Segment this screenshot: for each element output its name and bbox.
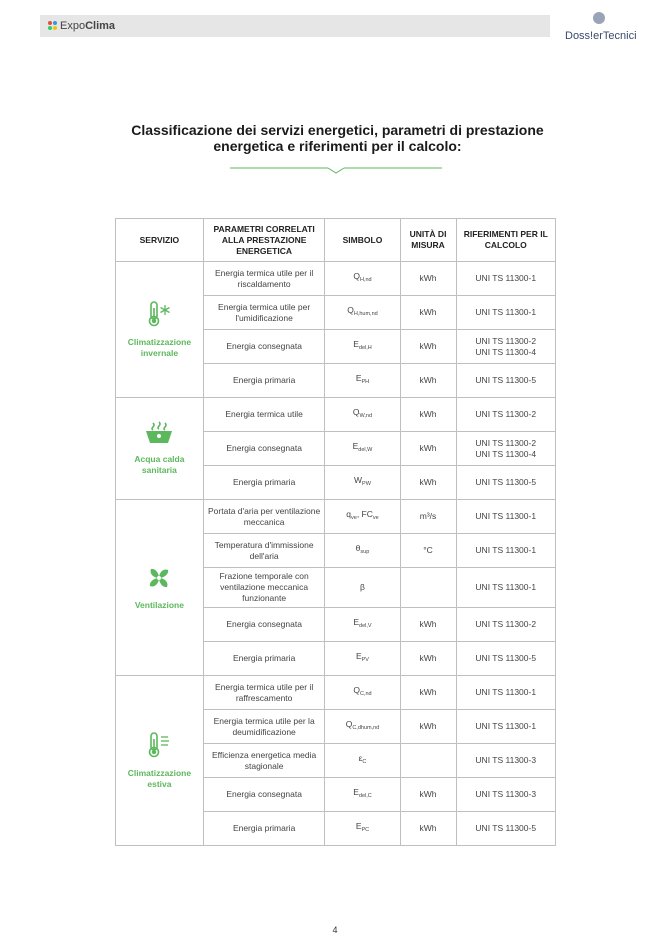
reference-line: UNI TS 11300-1 xyxy=(475,721,537,731)
reference-line: UNI TS 11300-3 xyxy=(475,755,537,765)
reference-line: UNI TS 11300-2 xyxy=(475,409,537,419)
symbol-main: W xyxy=(354,475,363,485)
symbol-subscript: C,dhum,nd xyxy=(352,725,380,731)
col-header-parametri: PARAMETRI CORRELATI ALLA PRESTAZIONE ENERGETICA xyxy=(203,219,325,262)
symbol-cell xyxy=(325,432,400,466)
parameter-cell: Portata d'aria per ventilazione meccanica xyxy=(203,500,325,534)
parameter-cell: Energia consegnata xyxy=(203,608,325,642)
col-header-riferimenti: RIFERIMENTI PER IL CALCOLO xyxy=(456,219,556,262)
reference-line: UNI TS 11300-2 xyxy=(475,619,537,629)
symbol-main: Q xyxy=(353,685,360,695)
unit-cell xyxy=(400,744,456,778)
unit-cell: kWh xyxy=(400,466,456,500)
symbol-subscript: PC xyxy=(361,827,370,833)
reference-cell xyxy=(456,744,556,778)
service-cell xyxy=(116,676,204,846)
reference-line-2: UNI TS 11300-4 xyxy=(475,448,537,459)
dossier-logo-text: Doss!erTecnici xyxy=(565,30,637,42)
parameter-cell: Energia termica utile xyxy=(203,398,325,432)
symbol-subscript: W,nd xyxy=(359,413,373,419)
symbol-subscript: sup xyxy=(360,549,370,555)
symbol-main: E xyxy=(353,617,360,627)
parameter-cell: Efficienza energetica media stagionale xyxy=(203,744,325,778)
symbol-cell xyxy=(325,534,400,568)
unit-cell: m³/s xyxy=(400,500,456,534)
symbol-subscript: del,C xyxy=(358,793,372,799)
symbol-main: E xyxy=(355,373,362,383)
symbol-cell xyxy=(325,744,400,778)
service-cell xyxy=(116,262,204,398)
reference-line: UNI TS 11300-1 xyxy=(475,687,537,697)
reference-line: UNI TS 11300-1 xyxy=(475,307,537,317)
reference-cell xyxy=(456,568,556,608)
unit-cell: kWh xyxy=(400,296,456,330)
symbol-main: E xyxy=(355,821,362,831)
page-title: Classificazione dei servizi energetici, parametri di prestazione energetica e riferimenti per il calcolo: xyxy=(131,122,544,154)
thermometer-snowflake-icon xyxy=(119,300,200,331)
page-number: 4 xyxy=(332,925,338,935)
service-cell xyxy=(116,398,204,500)
reference-line: UNI TS 11300-2 xyxy=(475,335,537,346)
hot-water-basin-icon xyxy=(119,421,200,448)
symbol-cell xyxy=(325,364,400,398)
service-name: Ventilazione xyxy=(134,599,184,610)
reference-cell xyxy=(456,432,556,466)
reference-line: UNI TS 11300-5 xyxy=(475,375,537,385)
symbol-cell xyxy=(325,568,400,608)
symbol-cell xyxy=(325,398,400,432)
energy-services-table xyxy=(115,218,556,846)
parameter-cell: Energia termica utile per il raffrescamento xyxy=(203,676,325,710)
globe-icon xyxy=(593,12,605,24)
col-header-unita: UNITÀ DI MISURA xyxy=(400,219,456,262)
symbol-main: q xyxy=(346,509,351,519)
reference-cell xyxy=(456,398,556,432)
reference-cell xyxy=(456,296,556,330)
parameter-cell: Energia primaria xyxy=(203,812,325,846)
unit-cell: °C xyxy=(400,534,456,568)
unit-cell: kWh xyxy=(400,398,456,432)
symbol-subscript: del,W xyxy=(358,447,373,453)
reference-cell xyxy=(456,364,556,398)
service-cell xyxy=(116,500,204,676)
symbol-main: Q xyxy=(345,719,353,729)
reference-cell xyxy=(456,466,556,500)
table-row xyxy=(116,398,556,432)
table-body xyxy=(116,262,556,846)
unit-cell: kWh xyxy=(400,432,456,466)
unit-cell: kWh xyxy=(400,812,456,846)
symbol-subscript: del,V xyxy=(359,623,372,629)
parameter-cell: Energia consegnata xyxy=(203,778,325,812)
symbol-main: θ xyxy=(355,543,361,553)
symbol-main: Q xyxy=(347,305,354,315)
thermometer-sun-icon xyxy=(119,731,200,762)
reference-cell xyxy=(456,608,556,642)
service-name: Climatizzazione invernale xyxy=(127,337,192,358)
symbol-subscript: ve xyxy=(351,515,357,521)
logo-prefix: Expo xyxy=(60,20,86,32)
symbol-subscript: H,nd xyxy=(359,277,372,283)
reference-cell xyxy=(456,642,556,676)
symbol-main-2: , FC xyxy=(356,509,373,519)
reference-line: UNI TS 11300-2 xyxy=(475,437,537,448)
service-name: Acqua calda sanitaria xyxy=(134,454,185,475)
table-header-row xyxy=(116,219,556,262)
symbol-main: E xyxy=(355,651,362,661)
symbol-subscript: PH xyxy=(361,379,370,385)
symbol-subscript: C xyxy=(362,759,367,765)
parameter-cell: Energia primaria xyxy=(203,642,325,676)
symbol-main: E xyxy=(353,787,359,797)
symbol-cell xyxy=(325,262,400,296)
expoclima-logo xyxy=(48,20,115,32)
unit-cell: kWh xyxy=(400,608,456,642)
unit-cell: kWh xyxy=(400,262,456,296)
symbol-subscript: del,H xyxy=(358,345,372,351)
reference-cell xyxy=(456,812,556,846)
col-header-simbolo: SIMBOLO xyxy=(325,219,400,262)
reference-line: UNI TS 11300-3 xyxy=(475,789,537,799)
symbol-cell xyxy=(325,778,400,812)
parameter-cell: Temperatura d'immissione dell'aria xyxy=(203,534,325,568)
fan-icon xyxy=(119,565,200,594)
parameter-cell: Energia consegnata xyxy=(203,330,325,364)
parameter-cell: Energia consegnata xyxy=(203,432,325,466)
symbol-cell xyxy=(325,608,400,642)
symbol-main: ε xyxy=(358,753,363,763)
title-divider xyxy=(230,163,442,175)
reference-cell xyxy=(456,778,556,812)
logo-brand: Clima xyxy=(85,20,116,32)
parameter-cell: Energia primaria xyxy=(203,364,325,398)
unit-cell: kWh xyxy=(400,330,456,364)
symbol-cell xyxy=(325,710,400,744)
symbol-main: E xyxy=(352,441,359,451)
reference-line: UNI TS 11300-5 xyxy=(475,823,537,833)
unit-cell: kWh xyxy=(400,778,456,812)
expoclima-logo-icon xyxy=(48,21,58,31)
parameter-cell: Frazione temporale con ventilazione meccanica funzionante xyxy=(203,568,325,608)
col-header-servizio: SERVIZIO xyxy=(116,219,204,262)
symbol-subscript: PW xyxy=(362,481,371,487)
service-name: Climatizzazione estiva xyxy=(127,768,192,789)
symbol-cell xyxy=(325,642,400,676)
unit-cell: kWh xyxy=(400,710,456,744)
symbol-cell xyxy=(325,500,400,534)
reference-cell xyxy=(456,676,556,710)
symbol-cell xyxy=(325,676,400,710)
symbol-cell xyxy=(325,812,400,846)
reference-line: UNI TS 11300-5 xyxy=(475,477,537,487)
parameter-cell: Energia termica utile per il riscaldamento xyxy=(203,262,325,296)
reference-line: UNI TS 11300-5 xyxy=(475,653,537,663)
table-row xyxy=(116,262,556,296)
symbol-main: β xyxy=(360,582,365,592)
table-row xyxy=(116,500,556,534)
unit-cell: kWh xyxy=(400,676,456,710)
reference-line: UNI TS 11300-1 xyxy=(475,273,537,283)
symbol-subscript: H,hum,nd xyxy=(353,311,378,317)
symbol-main: E xyxy=(353,339,359,349)
reference-line: UNI TS 11300-1 xyxy=(475,582,537,592)
reference-cell xyxy=(456,262,556,296)
header-bar xyxy=(40,15,550,37)
unit-cell xyxy=(400,568,456,608)
parameter-cell: Energia primaria xyxy=(203,466,325,500)
reference-cell xyxy=(456,500,556,534)
unit-cell: kWh xyxy=(400,642,456,676)
unit-cell: kWh xyxy=(400,364,456,398)
symbol-cell xyxy=(325,466,400,500)
symbol-cell xyxy=(325,296,400,330)
symbol-subscript: C,nd xyxy=(359,691,372,697)
symbol-main: Q xyxy=(352,407,360,417)
reference-cell xyxy=(456,710,556,744)
reference-line-2: UNI TS 11300-4 xyxy=(475,346,537,357)
reference-cell xyxy=(456,534,556,568)
reference-line: UNI TS 11300-1 xyxy=(475,545,537,555)
reference-line: UNI TS 11300-1 xyxy=(475,511,537,521)
symbol-cell xyxy=(325,330,400,364)
parameter-cell: Energia termica utile per l'umidificazione xyxy=(203,296,325,330)
symbol-subscript-2: ve xyxy=(372,515,379,521)
symbol-main: Q xyxy=(353,271,360,281)
dossier-tecnici-logo xyxy=(565,20,645,42)
parameter-cell: Energia termica utile per la deumidificazione xyxy=(203,710,325,744)
symbol-subscript: PV xyxy=(361,657,369,663)
reference-cell xyxy=(456,330,556,364)
table-row xyxy=(116,676,556,710)
